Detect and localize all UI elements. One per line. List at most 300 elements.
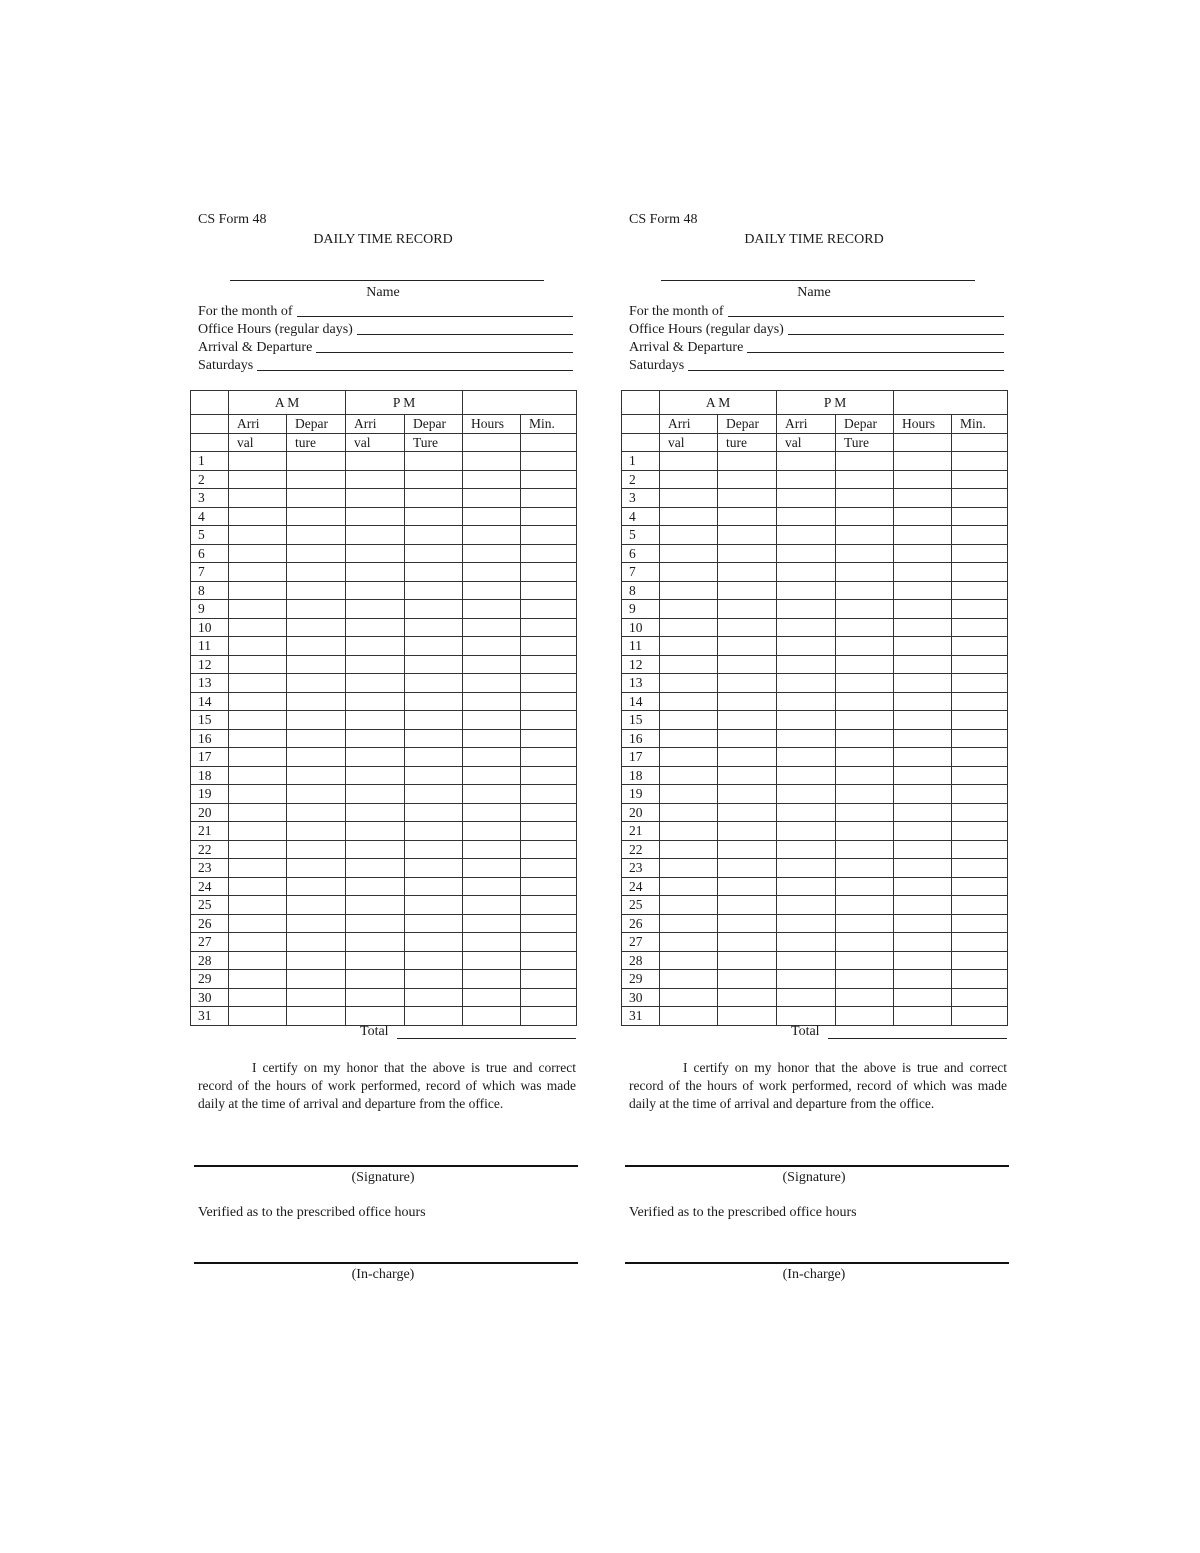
time-entry-cell[interactable] (405, 914, 463, 933)
time-entry-cell[interactable] (287, 563, 346, 582)
time-entry-cell[interactable] (463, 618, 521, 637)
time-entry-cell[interactable] (894, 933, 952, 952)
time-entry-cell[interactable] (660, 489, 718, 508)
time-entry-cell[interactable] (521, 748, 577, 767)
time-entry-cell[interactable] (346, 748, 405, 767)
time-entry-cell[interactable] (836, 729, 894, 748)
time-entry-cell[interactable] (287, 970, 346, 989)
time-entry-cell[interactable] (952, 711, 1008, 730)
time-entry-cell[interactable] (952, 933, 1008, 952)
time-entry-cell[interactable] (952, 729, 1008, 748)
time-entry-cell[interactable] (229, 544, 287, 563)
time-entry-cell[interactable] (346, 692, 405, 711)
time-entry-cell[interactable] (346, 970, 405, 989)
time-entry-cell[interactable] (952, 692, 1008, 711)
time-entry-cell[interactable] (894, 692, 952, 711)
time-entry-cell[interactable] (463, 951, 521, 970)
time-entry-cell[interactable] (777, 785, 836, 804)
time-entry-cell[interactable] (894, 452, 952, 471)
time-entry-cell[interactable] (777, 655, 836, 674)
time-entry-cell[interactable] (405, 563, 463, 582)
time-entry-cell[interactable] (405, 655, 463, 674)
time-entry-cell[interactable] (836, 914, 894, 933)
time-entry-cell[interactable] (660, 470, 718, 489)
time-entry-cell[interactable] (660, 544, 718, 563)
time-entry-cell[interactable] (836, 452, 894, 471)
time-entry-cell[interactable] (346, 914, 405, 933)
time-entry-cell[interactable] (229, 655, 287, 674)
time-entry-cell[interactable] (521, 933, 577, 952)
time-entry-cell[interactable] (405, 581, 463, 600)
time-entry-cell[interactable] (463, 655, 521, 674)
time-entry-cell[interactable] (952, 877, 1008, 896)
time-entry-cell[interactable] (718, 711, 777, 730)
month-field[interactable] (728, 316, 1005, 317)
time-entry-cell[interactable] (229, 470, 287, 489)
time-entry-cell[interactable] (777, 692, 836, 711)
time-entry-cell[interactable] (521, 803, 577, 822)
time-entry-cell[interactable] (463, 600, 521, 619)
time-entry-cell[interactable] (229, 637, 287, 656)
time-entry-cell[interactable] (521, 489, 577, 508)
time-entry-cell[interactable] (952, 785, 1008, 804)
time-entry-cell[interactable] (287, 637, 346, 656)
time-entry-cell[interactable] (521, 1007, 577, 1026)
time-entry-cell[interactable] (287, 507, 346, 526)
time-entry-cell[interactable] (287, 526, 346, 545)
time-entry-cell[interactable] (952, 507, 1008, 526)
time-entry-cell[interactable] (894, 896, 952, 915)
time-entry-cell[interactable] (836, 822, 894, 841)
time-entry-cell[interactable] (894, 544, 952, 563)
time-entry-cell[interactable] (718, 748, 777, 767)
time-entry-cell[interactable] (521, 470, 577, 489)
time-entry-cell[interactable] (777, 600, 836, 619)
time-entry-cell[interactable] (660, 581, 718, 600)
time-entry-cell[interactable] (229, 563, 287, 582)
time-entry-cell[interactable] (952, 600, 1008, 619)
time-entry-cell[interactable] (229, 914, 287, 933)
time-entry-cell[interactable] (287, 489, 346, 508)
time-entry-cell[interactable] (952, 470, 1008, 489)
time-entry-cell[interactable] (405, 766, 463, 785)
time-entry-cell[interactable] (229, 988, 287, 1007)
time-entry-cell[interactable] (660, 729, 718, 748)
time-entry-cell[interactable] (952, 840, 1008, 859)
arrival-departure-field[interactable] (316, 352, 573, 353)
time-entry-cell[interactable] (836, 711, 894, 730)
time-entry-cell[interactable] (287, 618, 346, 637)
time-entry-cell[interactable] (718, 896, 777, 915)
time-entry-cell[interactable] (521, 507, 577, 526)
time-entry-cell[interactable] (777, 859, 836, 878)
time-entry-cell[interactable] (463, 489, 521, 508)
time-entry-cell[interactable] (287, 822, 346, 841)
time-entry-cell[interactable] (952, 489, 1008, 508)
time-entry-cell[interactable] (660, 766, 718, 785)
time-entry-cell[interactable] (287, 785, 346, 804)
time-entry-cell[interactable] (777, 452, 836, 471)
time-entry-cell[interactable] (777, 544, 836, 563)
time-entry-cell[interactable] (463, 896, 521, 915)
name-field[interactable] (230, 280, 544, 281)
time-entry-cell[interactable] (836, 748, 894, 767)
time-entry-cell[interactable] (521, 970, 577, 989)
time-entry-cell[interactable] (405, 470, 463, 489)
time-entry-cell[interactable] (777, 877, 836, 896)
time-entry-cell[interactable] (287, 840, 346, 859)
time-entry-cell[interactable] (777, 951, 836, 970)
name-field[interactable] (661, 280, 975, 281)
time-entry-cell[interactable] (346, 489, 405, 508)
time-entry-cell[interactable] (777, 526, 836, 545)
time-entry-cell[interactable] (660, 859, 718, 878)
time-entry-cell[interactable] (405, 600, 463, 619)
time-entry-cell[interactable] (894, 951, 952, 970)
time-entry-cell[interactable] (463, 840, 521, 859)
time-entry-cell[interactable] (836, 951, 894, 970)
time-entry-cell[interactable] (836, 859, 894, 878)
time-entry-cell[interactable] (463, 470, 521, 489)
time-entry-cell[interactable] (894, 618, 952, 637)
time-entry-cell[interactable] (660, 526, 718, 545)
time-entry-cell[interactable] (405, 822, 463, 841)
time-entry-cell[interactable] (894, 489, 952, 508)
time-entry-cell[interactable] (229, 618, 287, 637)
time-entry-cell[interactable] (287, 729, 346, 748)
time-entry-cell[interactable] (952, 988, 1008, 1007)
time-entry-cell[interactable] (521, 692, 577, 711)
time-entry-cell[interactable] (287, 859, 346, 878)
time-entry-cell[interactable] (463, 507, 521, 526)
time-entry-cell[interactable] (894, 563, 952, 582)
time-entry-cell[interactable] (952, 581, 1008, 600)
time-entry-cell[interactable] (952, 970, 1008, 989)
time-entry-cell[interactable] (521, 785, 577, 804)
time-entry-cell[interactable] (405, 933, 463, 952)
time-entry-cell[interactable] (718, 452, 777, 471)
time-entry-cell[interactable] (521, 877, 577, 896)
time-entry-cell[interactable] (660, 970, 718, 989)
time-entry-cell[interactable] (463, 1007, 521, 1026)
time-entry-cell[interactable] (287, 766, 346, 785)
time-entry-cell[interactable] (405, 489, 463, 508)
time-entry-cell[interactable] (894, 766, 952, 785)
time-entry-cell[interactable] (777, 914, 836, 933)
time-entry-cell[interactable] (718, 489, 777, 508)
time-entry-cell[interactable] (718, 951, 777, 970)
time-entry-cell[interactable] (894, 600, 952, 619)
office-hours-field[interactable] (788, 334, 1004, 335)
time-entry-cell[interactable] (660, 637, 718, 656)
time-entry-cell[interactable] (777, 1007, 836, 1026)
time-entry-cell[interactable] (777, 970, 836, 989)
time-entry-cell[interactable] (463, 914, 521, 933)
time-entry-cell[interactable] (287, 988, 346, 1007)
signature-field[interactable] (194, 1165, 578, 1167)
time-entry-cell[interactable] (718, 581, 777, 600)
incharge-signature-field[interactable] (194, 1262, 578, 1264)
time-entry-cell[interactable] (405, 970, 463, 989)
time-entry-cell[interactable] (405, 729, 463, 748)
time-entry-cell[interactable] (346, 507, 405, 526)
time-entry-cell[interactable] (836, 600, 894, 619)
time-entry-cell[interactable] (521, 859, 577, 878)
time-entry-cell[interactable] (463, 637, 521, 656)
time-entry-cell[interactable] (405, 840, 463, 859)
time-entry-cell[interactable] (287, 951, 346, 970)
time-entry-cell[interactable] (894, 877, 952, 896)
time-entry-cell[interactable] (229, 803, 287, 822)
time-entry-cell[interactable] (463, 970, 521, 989)
time-entry-cell[interactable] (660, 563, 718, 582)
total-field[interactable] (397, 1038, 576, 1039)
time-entry-cell[interactable] (952, 655, 1008, 674)
time-entry-cell[interactable] (718, 803, 777, 822)
time-entry-cell[interactable] (660, 877, 718, 896)
signature-field[interactable] (625, 1165, 1009, 1167)
time-entry-cell[interactable] (405, 785, 463, 804)
time-entry-cell[interactable] (952, 896, 1008, 915)
time-entry-cell[interactable] (718, 914, 777, 933)
time-entry-cell[interactable] (718, 618, 777, 637)
time-entry-cell[interactable] (229, 526, 287, 545)
time-entry-cell[interactable] (894, 526, 952, 545)
time-entry-cell[interactable] (463, 933, 521, 952)
time-entry-cell[interactable] (894, 822, 952, 841)
time-entry-cell[interactable] (346, 618, 405, 637)
time-entry-cell[interactable] (894, 748, 952, 767)
time-entry-cell[interactable] (521, 711, 577, 730)
time-entry-cell[interactable] (718, 840, 777, 859)
time-entry-cell[interactable] (777, 470, 836, 489)
time-entry-cell[interactable] (346, 544, 405, 563)
time-entry-cell[interactable] (894, 914, 952, 933)
time-entry-cell[interactable] (346, 988, 405, 1007)
time-entry-cell[interactable] (521, 840, 577, 859)
time-entry-cell[interactable] (952, 526, 1008, 545)
total-field[interactable] (828, 1038, 1007, 1039)
time-entry-cell[interactable] (660, 933, 718, 952)
time-entry-cell[interactable] (229, 674, 287, 693)
time-entry-cell[interactable] (521, 822, 577, 841)
time-entry-cell[interactable] (521, 618, 577, 637)
time-entry-cell[interactable] (521, 951, 577, 970)
time-entry-cell[interactable] (463, 785, 521, 804)
time-entry-cell[interactable] (718, 692, 777, 711)
time-entry-cell[interactable] (718, 526, 777, 545)
incharge-signature-field[interactable] (625, 1262, 1009, 1264)
time-entry-cell[interactable] (229, 600, 287, 619)
time-entry-cell[interactable] (836, 489, 894, 508)
time-entry-cell[interactable] (836, 563, 894, 582)
time-entry-cell[interactable] (287, 896, 346, 915)
time-entry-cell[interactable] (660, 507, 718, 526)
time-entry-cell[interactable] (660, 692, 718, 711)
time-entry-cell[interactable] (346, 1007, 405, 1026)
time-entry-cell[interactable] (521, 729, 577, 748)
office-hours-field[interactable] (357, 334, 573, 335)
time-entry-cell[interactable] (836, 840, 894, 859)
time-entry-cell[interactable] (894, 581, 952, 600)
time-entry-cell[interactable] (229, 785, 287, 804)
time-entry-cell[interactable] (777, 489, 836, 508)
time-entry-cell[interactable] (405, 674, 463, 693)
time-entry-cell[interactable] (463, 526, 521, 545)
time-entry-cell[interactable] (405, 877, 463, 896)
time-entry-cell[interactable] (229, 711, 287, 730)
time-entry-cell[interactable] (287, 748, 346, 767)
time-entry-cell[interactable] (718, 729, 777, 748)
time-entry-cell[interactable] (777, 748, 836, 767)
time-entry-cell[interactable] (952, 914, 1008, 933)
time-entry-cell[interactable] (777, 674, 836, 693)
time-entry-cell[interactable] (287, 581, 346, 600)
time-entry-cell[interactable] (287, 544, 346, 563)
time-entry-cell[interactable] (777, 766, 836, 785)
time-entry-cell[interactable] (952, 859, 1008, 878)
time-entry-cell[interactable] (894, 988, 952, 1007)
time-entry-cell[interactable] (660, 914, 718, 933)
time-entry-cell[interactable] (718, 877, 777, 896)
time-entry-cell[interactable] (894, 840, 952, 859)
time-entry-cell[interactable] (777, 933, 836, 952)
time-entry-cell[interactable] (660, 822, 718, 841)
time-entry-cell[interactable] (521, 637, 577, 656)
time-entry-cell[interactable] (777, 803, 836, 822)
time-entry-cell[interactable] (952, 766, 1008, 785)
time-entry-cell[interactable] (836, 988, 894, 1007)
time-entry-cell[interactable] (346, 581, 405, 600)
time-entry-cell[interactable] (287, 1007, 346, 1026)
time-entry-cell[interactable] (229, 951, 287, 970)
time-entry-cell[interactable] (229, 933, 287, 952)
time-entry-cell[interactable] (405, 748, 463, 767)
time-entry-cell[interactable] (952, 563, 1008, 582)
time-entry-cell[interactable] (229, 489, 287, 508)
time-entry-cell[interactable] (463, 859, 521, 878)
time-entry-cell[interactable] (836, 766, 894, 785)
time-entry-cell[interactable] (463, 674, 521, 693)
time-entry-cell[interactable] (346, 600, 405, 619)
time-entry-cell[interactable] (718, 859, 777, 878)
saturdays-field[interactable] (257, 370, 573, 371)
time-entry-cell[interactable] (718, 544, 777, 563)
time-entry-cell[interactable] (229, 507, 287, 526)
time-entry-cell[interactable] (894, 859, 952, 878)
time-entry-cell[interactable] (836, 692, 894, 711)
time-entry-cell[interactable] (346, 877, 405, 896)
time-entry-cell[interactable] (287, 452, 346, 471)
time-entry-cell[interactable] (405, 692, 463, 711)
time-entry-cell[interactable] (287, 600, 346, 619)
time-entry-cell[interactable] (894, 674, 952, 693)
time-entry-cell[interactable] (952, 544, 1008, 563)
time-entry-cell[interactable] (777, 988, 836, 1007)
time-entry-cell[interactable] (777, 637, 836, 656)
time-entry-cell[interactable] (952, 822, 1008, 841)
time-entry-cell[interactable] (836, 785, 894, 804)
time-entry-cell[interactable] (894, 803, 952, 822)
time-entry-cell[interactable] (836, 526, 894, 545)
time-entry-cell[interactable] (346, 729, 405, 748)
time-entry-cell[interactable] (777, 581, 836, 600)
time-entry-cell[interactable] (660, 655, 718, 674)
time-entry-cell[interactable] (660, 896, 718, 915)
time-entry-cell[interactable] (463, 581, 521, 600)
time-entry-cell[interactable] (287, 711, 346, 730)
month-field[interactable] (297, 316, 574, 317)
time-entry-cell[interactable] (718, 655, 777, 674)
time-entry-cell[interactable] (463, 452, 521, 471)
time-entry-cell[interactable] (836, 877, 894, 896)
time-entry-cell[interactable] (718, 822, 777, 841)
time-entry-cell[interactable] (346, 526, 405, 545)
time-entry-cell[interactable] (660, 711, 718, 730)
time-entry-cell[interactable] (405, 637, 463, 656)
time-entry-cell[interactable] (777, 563, 836, 582)
time-entry-cell[interactable] (346, 951, 405, 970)
time-entry-cell[interactable] (521, 988, 577, 1007)
time-entry-cell[interactable] (346, 452, 405, 471)
time-entry-cell[interactable] (405, 711, 463, 730)
time-entry-cell[interactable] (660, 1007, 718, 1026)
time-entry-cell[interactable] (346, 933, 405, 952)
time-entry-cell[interactable] (287, 674, 346, 693)
time-entry-cell[interactable] (346, 470, 405, 489)
time-entry-cell[interactable] (463, 822, 521, 841)
time-entry-cell[interactable] (521, 914, 577, 933)
time-entry-cell[interactable] (405, 544, 463, 563)
time-entry-cell[interactable] (229, 452, 287, 471)
time-entry-cell[interactable] (660, 988, 718, 1007)
time-entry-cell[interactable] (660, 785, 718, 804)
time-entry-cell[interactable] (894, 655, 952, 674)
time-entry-cell[interactable] (346, 803, 405, 822)
time-entry-cell[interactable] (463, 988, 521, 1007)
time-entry-cell[interactable] (718, 470, 777, 489)
time-entry-cell[interactable] (346, 674, 405, 693)
time-entry-cell[interactable] (718, 600, 777, 619)
time-entry-cell[interactable] (521, 766, 577, 785)
time-entry-cell[interactable] (718, 785, 777, 804)
time-entry-cell[interactable] (521, 452, 577, 471)
time-entry-cell[interactable] (660, 840, 718, 859)
time-entry-cell[interactable] (346, 766, 405, 785)
time-entry-cell[interactable] (229, 1007, 287, 1026)
time-entry-cell[interactable] (718, 933, 777, 952)
time-entry-cell[interactable] (894, 470, 952, 489)
time-entry-cell[interactable] (894, 785, 952, 804)
time-entry-cell[interactable] (521, 655, 577, 674)
time-entry-cell[interactable] (229, 896, 287, 915)
time-entry-cell[interactable] (777, 618, 836, 637)
time-entry-cell[interactable] (463, 729, 521, 748)
time-entry-cell[interactable] (777, 896, 836, 915)
time-entry-cell[interactable] (463, 748, 521, 767)
time-entry-cell[interactable] (952, 452, 1008, 471)
time-entry-cell[interactable] (229, 840, 287, 859)
time-entry-cell[interactable] (287, 803, 346, 822)
time-entry-cell[interactable] (952, 803, 1008, 822)
time-entry-cell[interactable] (836, 655, 894, 674)
time-entry-cell[interactable] (346, 711, 405, 730)
time-entry-cell[interactable] (894, 970, 952, 989)
time-entry-cell[interactable] (405, 859, 463, 878)
time-entry-cell[interactable] (718, 1007, 777, 1026)
time-entry-cell[interactable] (229, 766, 287, 785)
time-entry-cell[interactable] (718, 563, 777, 582)
